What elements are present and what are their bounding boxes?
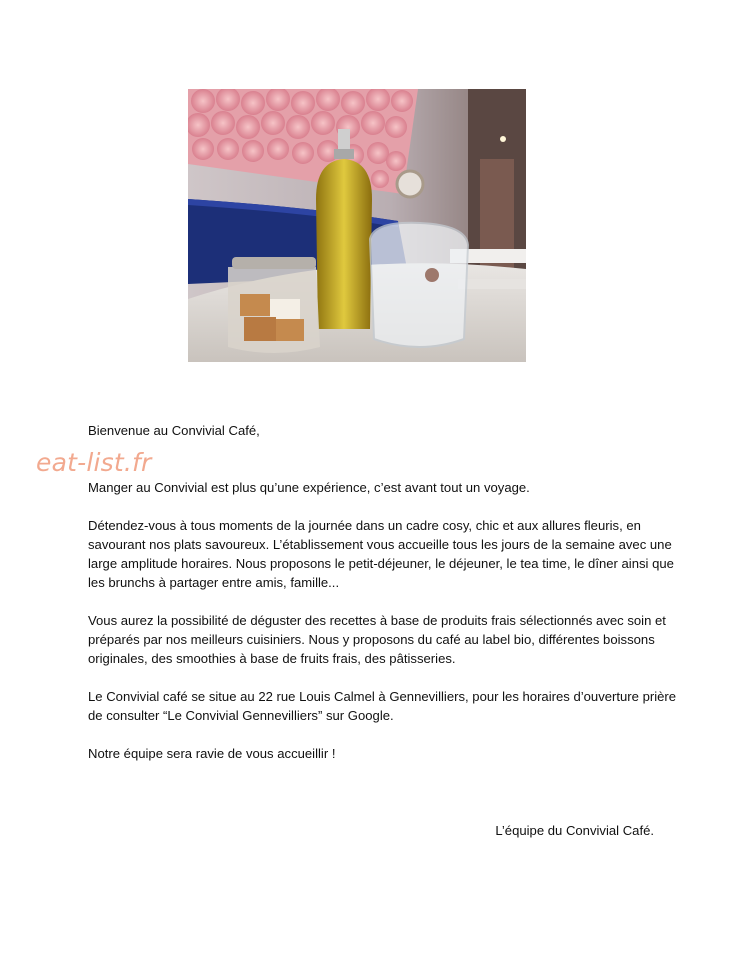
signature: L’équipe du Convivial Café. [495, 823, 654, 838]
letter-body [88, 421, 678, 782]
paragraph-ambiance: Détendez-vous à tous moments de la journée dans un cadre cosy, chic et aux allures fleuris, en savourant nos plats savoureux. L’établissement vous accueille tous les jours de la semaine avec une large amplitude horaires. Nous proposons le petit-déjeuner, le déjeuner, le tea time, le dîner ainsi que les brunchs à partager entre amis, famille... [88, 518, 674, 590]
paragraph-closing: Notre équipe sera ravie de vous accueillir ! [88, 746, 336, 761]
watermark-logo: eat-list.fr [36, 448, 152, 477]
paragraph-intro: Manger au Convivial est plus qu’une expérience, c’est avant tout un voyage. [88, 480, 530, 495]
cafe-table-photo [188, 89, 526, 362]
paragraph-offer: Vous aurez la possibilité de déguster des recettes à base de produits frais sélectionnés avec soin et préparés par nos meilleurs cuisiniers. Nous y proposons du café au label bio, différentes boissons originales, des smoothies à base de fruits frais, des pâtisseries. [88, 613, 666, 666]
paragraph-location: Le Convivial café se situe au 22 rue Louis Calmel à Gennevilliers, pour les horaires d’ouverture prière de consulter “Le Convivial Gennevilliers” sur Google. [88, 689, 677, 723]
greeting: Bienvenue au Convivial Café, [88, 423, 260, 438]
